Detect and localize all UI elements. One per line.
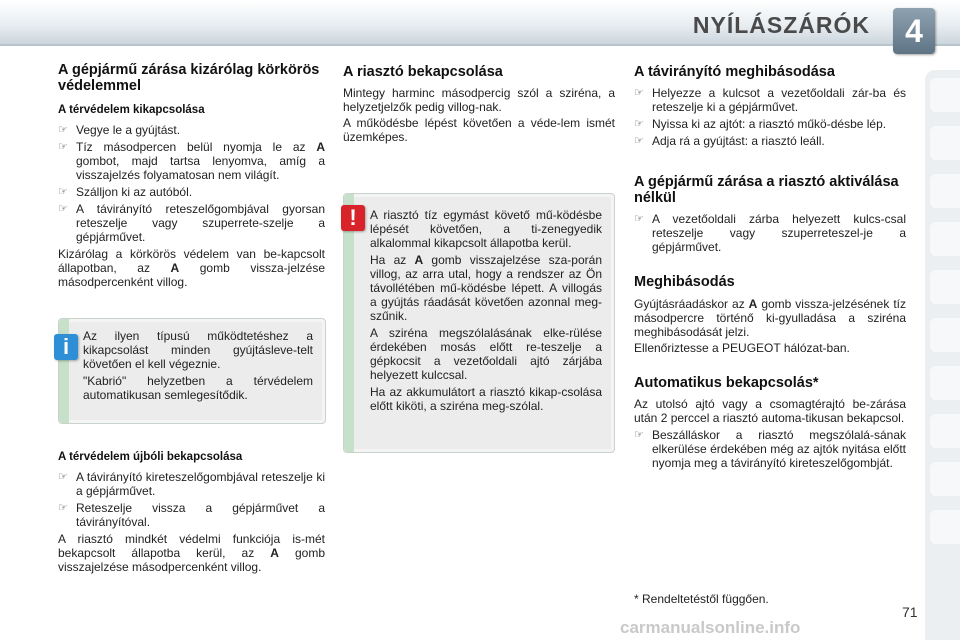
section-heading: Meghibásodás xyxy=(634,274,735,290)
rail-tab[interactable] xyxy=(930,318,960,352)
rail-tab[interactable] xyxy=(930,78,960,112)
warning-box: A riasztó tíz egymást követő mű-ködésbe lépését követően, a ti-zenegyedik alkalommal kikapcsolt állapotba kerül. Ha az A gomb visszajelzése sza-porán villog, az arra utal, hogy a rendszer az Ön távollétében mű-ködésbe lépett. A villogás a gyújtás ráadását követően azonnal meg-szűnik. A sziréna megszólalásának elke-rülése érdekében mosás előtt re-teszelje a gépkocsit a vezetőoldali ajtó zárjába helyezett kulccsal. Ha az akkumulátort a riasztó kikap-csolása előtt kiköti, a sziréna meg-szólal. xyxy=(343,193,615,453)
rail-tab[interactable] xyxy=(930,414,960,448)
list-item: ☞ Helyezze a kulcsot a vezetőoldali zár-ba és reteszelje ki a gépjárművet. xyxy=(634,86,906,114)
key-label: A xyxy=(414,253,424,267)
paragraph: A riasztó mindkét védelmi funkciója is-mét bekapcsolt állapotba kerül, az A gomb visszajelzése másodpercenként villog. xyxy=(58,532,325,574)
list-item: ☞ A távirányító kireteszelőgombjával reteszelje ki a gépjárművet. xyxy=(58,470,325,498)
section-heading: A távirányító meghibásodása xyxy=(634,64,835,80)
rail-tab[interactable] xyxy=(930,270,960,304)
page-number: 71 xyxy=(902,604,918,620)
bullet-icon: ☞ xyxy=(634,429,644,441)
section-heading: Automatikus bekapcsolás* xyxy=(634,375,819,391)
chapter-title: NYÍLÁSZÁRÓK xyxy=(692,12,870,38)
column-1 xyxy=(58,62,325,289)
subheading: A térvédelem újbóli bekapcsolása xyxy=(58,451,243,463)
list-item: ☞ Szálljon ki az autóból. xyxy=(58,185,193,199)
list-item: ☞ Reteszelje vissza a gépjárművet a távirányítóval. xyxy=(58,501,325,529)
bullet-icon: ☞ xyxy=(634,135,644,147)
bullet-icon: ☞ xyxy=(634,118,644,130)
info-box: Az ilyen típusú működtetéshez a kikapcsolást minden gyújtásleve-telt követően el kell végeznie. "Kabrió" helyzetben a térvédelem automatikusan semlegesítődik. xyxy=(58,318,326,424)
box-stripe xyxy=(344,194,354,452)
key-label: A xyxy=(316,140,325,154)
rail-tab[interactable] xyxy=(930,222,960,256)
bullet-icon: ☞ xyxy=(58,203,68,215)
paragraph: Kizárólag a körkörös védelem van be-kapcsolt állapotban, az A gomb vissza-jelzése másodpercenként villog. xyxy=(58,247,326,289)
key-label: A xyxy=(270,546,279,560)
info-icon: i xyxy=(54,334,78,360)
chapter-number-tab[interactable]: 4 xyxy=(893,8,935,54)
watermark: carmanualsonline.info xyxy=(620,618,801,637)
column-1-lower xyxy=(58,450,325,574)
list-item: ☞ Nyissa ki az ajtót: a riasztó műkö-désbe lép. xyxy=(634,117,887,131)
list-item: ☞ Beszálláskor a riasztó megszólalá-sának elkerülése érdekében még az ajtók nyitása előtt nyomja meg a távirányító kireteszelőgombját. xyxy=(634,428,906,470)
bullet-icon: ☞ xyxy=(58,124,68,136)
rail-tab[interactable] xyxy=(930,174,960,208)
rail-tab[interactable] xyxy=(930,126,960,160)
warning-icon: ! xyxy=(341,205,365,231)
list-item: ☞ Tíz másodpercen belül nyomja le az A gombot, majd tartsa lenyomva, amíg a visszajelzés folyamatosan nem világít. xyxy=(58,140,325,182)
bullet-icon: ☞ xyxy=(58,141,68,153)
section-heading: A riasztó bekapcsolása xyxy=(343,64,503,80)
bullet-icon: ☞ xyxy=(58,471,68,483)
bullet-icon: ☞ xyxy=(58,186,68,198)
rail-tab[interactable] xyxy=(930,366,960,400)
rail-tab[interactable] xyxy=(930,462,960,496)
bullet-icon: ☞ xyxy=(634,213,644,225)
section-heading: A gépjármű zárása kizárólag körkörös védelemmel xyxy=(58,62,320,94)
bullet-icon: ☞ xyxy=(634,87,644,99)
footnote: * Rendeltetéstől függően. xyxy=(634,592,769,606)
subheading: A térvédelem kikapcsolása xyxy=(58,104,205,116)
bullet-icon: ☞ xyxy=(58,502,68,514)
list-item: ☞ A távirányító reteszelőgombjával gyorsan reteszelje vagy szuperrete-szelje a gépjárművet. xyxy=(58,202,325,244)
key-label: A xyxy=(170,261,180,275)
column-3: A távirányító meghibásodása ☞ Helyezze a kulcsot a vezetőoldali zár-ba és reteszelje ki a gépjárművet. ☞ Nyissa ki az ajtót: a riasztó műkö-désbe lép. ☞ Adja rá a gyújtást: a riasztó leáll. A gépjármű zárása a riasztó aktiválása nélkül ☞ A vezetőoldali zárba helyezett kulcs-csal reteszelje vagy szuperreteszel-je a gépjárművet. Meghibásodás Gyújtásráadáskor az A gomb vissza-jelzésének tíz másodpercre történő ki-gyulladása a sziréna meghibásodását jelzi. Ellenőriztesse a PEUGEOT hálózat-ban. Automatikus bekapcsolás* Az utolsó ajtó vagy a csomagtérajtó be-zárása után 2 perccel a riasztó automa-tikusan bekapcsol. ☞ Beszálláskor a riasztó megszólalá-sának elkerülése érdekében még az ajtók nyitása előtt nyomja meg a távirányító kireteszelőgombját. xyxy=(634,64,906,470)
list-item: ☞ Vegye le a gyújtást. xyxy=(58,123,181,137)
key-label: A xyxy=(748,297,758,311)
list-item: ☞ A vezetőoldali zárba helyezett kulcs-csal reteszelje vagy szuperreteszel-je a gépjárművet. xyxy=(634,212,906,254)
section-heading: A gépjármű zárása a riasztó aktiválása nélkül xyxy=(634,174,899,206)
column-2: A riasztó bekapcsolása Mintegy harminc másodpercig szól a sziréna, a helyzetjelzők pedig villog-nak. A működésbe lépést követően a véde-lem ismét üzemképes. xyxy=(343,64,615,144)
list-item: ☞ Adja rá a gyújtást: a riasztó leáll. xyxy=(634,134,825,148)
rail-tab[interactable] xyxy=(930,510,960,544)
